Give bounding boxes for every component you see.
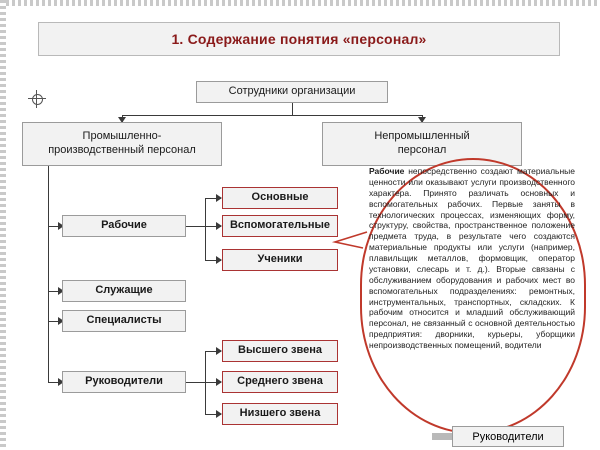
node-mid-level-managers[interactable] <box>222 371 338 393</box>
crop-mark-icon <box>28 90 46 108</box>
connector-workers-spine <box>205 198 206 260</box>
page-title: 1. Содержание понятия «персонал» <box>171 31 427 47</box>
node-low-level-label: Низшего звена <box>239 407 321 420</box>
callout-text <box>369 166 575 424</box>
connector-workers-join <box>186 226 205 227</box>
node-auxiliary-workers[interactable] <box>222 215 338 237</box>
node-auxiliary-workers-label: Вспомогательные <box>229 219 331 232</box>
node-non-industrial-personnel[interactable] <box>322 122 522 166</box>
node-root[interactable] <box>196 81 388 103</box>
node-employees[interactable] <box>62 280 186 302</box>
node-workers[interactable] <box>62 215 186 237</box>
node-apprentices-label: Ученики <box>257 253 303 266</box>
node-industrial-line2: производственный персонал <box>48 144 196 156</box>
decorative-left-border <box>0 0 6 450</box>
node-managers-label: Руководители <box>85 375 163 388</box>
connector-managers-join <box>186 382 205 383</box>
node-specialists-label: Специалисты <box>86 314 162 327</box>
node-employees-label: Служащие <box>95 284 153 297</box>
node-bottom-managers[interactable] <box>452 426 564 447</box>
node-nonindustrial-line1: Непромышленный <box>374 130 470 143</box>
slide-title-box <box>38 22 560 56</box>
node-apprentices[interactable] <box>222 249 338 271</box>
connector-root-bus <box>122 115 422 116</box>
node-top-level-managers[interactable] <box>222 340 338 362</box>
callout-tail-icon <box>329 228 369 252</box>
node-low-level-managers[interactable] <box>222 403 338 425</box>
node-industrial-production-personnel[interactable] <box>22 122 222 166</box>
node-managers[interactable] <box>62 371 186 393</box>
node-root-label: Сотрудники организации <box>228 85 356 98</box>
node-mid-level-label: Среднего звена <box>237 375 323 388</box>
node-main-workers[interactable] <box>222 187 338 209</box>
crop-mark-circle <box>32 94 43 105</box>
node-specialists[interactable] <box>62 310 186 332</box>
node-industrial-line1: Промышленно- <box>82 130 162 143</box>
node-main-workers-label: Основные <box>251 191 309 204</box>
callout-body: непосредственно создают материальные ценности или оказывают услуги производственного характера. Принято различать основных и вспомогательных рабочих. Первые заняты в технологических процессах, изменяющих форму, структуру, свойства, пространственное положение предмета труда, в результате чего создаются материальные продукты или услуги (например, плавильщик металлов, формовщик, оператор установки, слесарь и т. д.). Вторые связаны с обслуживанием оборудования и рабочих мест во вспомогательных подразделениях: ремонтных, инструментальных, транспортных, складских. К рабочим относится и младший обслуживающий персонал, не связанный с основной деятельностью предприятия: дворники, курьеры, уборщики непроизводственных помещений, водители <box>369 166 575 350</box>
decorative-top-border <box>0 0 600 6</box>
connector-left-spine <box>48 166 49 382</box>
node-nonindustrial-line2: персонал <box>397 144 447 156</box>
node-bottom-managers-label: Руководители <box>472 430 544 443</box>
connector-root-stem <box>292 103 293 115</box>
callout-lead: Рабочие <box>369 166 405 176</box>
node-workers-label: Рабочие <box>101 219 147 232</box>
node-top-level-label: Высшего звена <box>238 344 322 357</box>
